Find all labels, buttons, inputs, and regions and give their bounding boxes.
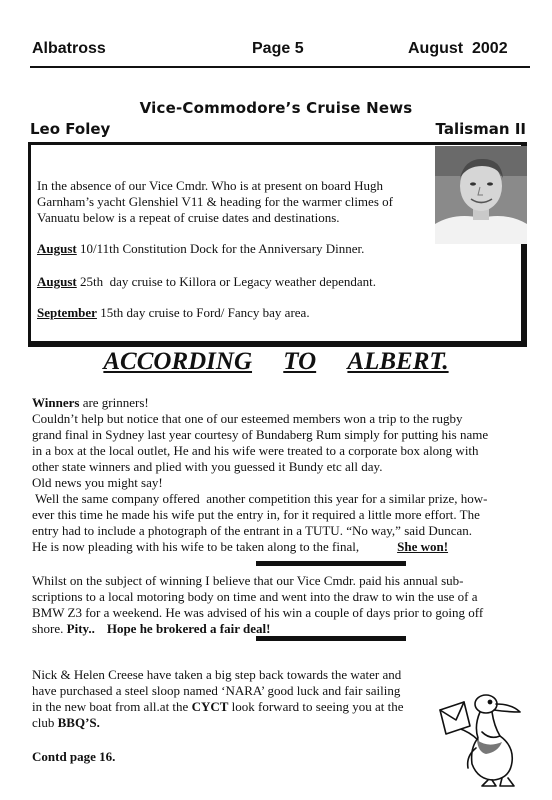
author-name: Leo Foley <box>30 120 111 138</box>
paragraph-line: Nick & Helen Creese have taken a big step back towards the water and <box>32 667 402 682</box>
bbq-text: BBQ’S. <box>57 715 100 730</box>
cruise-date-item <box>37 274 376 290</box>
article-paragraph-3 <box>32 667 432 731</box>
separator-bar <box>256 561 406 566</box>
paragraph-line: scriptions to a local motoring body on time and went into the draw to win the use of a <box>32 589 478 604</box>
paragraph-line: ever this time he made his wife put the entry in, for it required a little more effort. The <box>32 507 480 522</box>
article-title <box>0 348 552 376</box>
paragraph-line: have purchased a steel sloop named ‘NARA’ good luck and fair sailing <box>32 683 401 698</box>
cruise-date-item <box>37 241 364 257</box>
cruise-detail: 25th day cruise to Killora or Legacy weather dependant. <box>76 274 376 289</box>
cruise-month: September <box>37 305 97 320</box>
line-text: in the new boat from all.at the <box>32 699 192 714</box>
issue-date: August 2002 <box>408 40 508 57</box>
title-word: ALBERT. <box>347 348 449 375</box>
cruise-detail: 10/11th Constitution Dock for the Anniversary Dinner. <box>76 241 365 256</box>
lead-word: Winners <box>32 395 80 410</box>
paragraph-line: Old news you might say! <box>32 475 163 490</box>
article-paragraph-1 <box>32 395 532 555</box>
box-intro-line: In the absence of our Vice Cmdr. Who is at present on board Hugh <box>37 178 384 193</box>
final-line-text: He is now pleading with his wife to be taken along to the final, <box>32 539 360 554</box>
separator-bar <box>256 636 406 641</box>
header-rule <box>30 66 530 68</box>
paragraph-line: Whilst on the subject of winning I believe that our Vice Cmdr. paid his annual sub- <box>32 573 464 588</box>
section-title: Vice-Commodore’s Cruise News <box>139 99 413 117</box>
paragraph-line <box>32 539 532 555</box>
box-intro-line: Vanuatu below is a repeat of cruise dates and destinations. <box>37 210 340 225</box>
fair-deal-text: Hope he brokered a fair deal! <box>106 621 271 636</box>
paragraph-line <box>32 715 432 731</box>
paragraph-line: grand final in Sydney last year courtesy of Bundaberg Rum simply for putting his name <box>32 427 489 442</box>
paragraph-line: BMW Z3 for a weekend. He was advised of his win a couple of days prior to going off <box>32 605 484 620</box>
line-text: look forward to seeing you at the <box>228 699 404 714</box>
paragraph-line: in a box at the local outlet, He and his wife were treated to a corporate box along with <box>32 443 479 458</box>
line-text: shore. <box>32 621 67 636</box>
paragraph-line: Couldn’t help but notice that one of our esteemed members won a trip to the rugby <box>32 411 463 426</box>
she-won-text: She won! <box>397 539 449 554</box>
paragraph-line <box>32 395 532 411</box>
boat-name: Talisman II <box>435 120 526 138</box>
title-word: ACCORDING <box>103 348 253 375</box>
box-intro-line: Garnham’s yacht Glenshiel V11 & heading for the warmer climes of <box>37 194 393 209</box>
box-intro <box>37 178 432 226</box>
lead-rest: are grinners! <box>79 395 149 410</box>
cruise-month: August <box>37 241 77 256</box>
title-word: TO <box>283 348 317 375</box>
cruise-month: August <box>37 274 77 289</box>
pity-text: Pity.. <box>66 621 95 636</box>
paragraph-line <box>32 699 432 715</box>
cruise-detail: 15th day cruise to Ford/ Fancy bay area. <box>96 305 310 320</box>
continued-note: Contd page 16. <box>32 749 116 764</box>
paragraph-line <box>32 621 532 637</box>
albatross-cartoon-icon <box>430 688 532 788</box>
cruise-date-item <box>37 305 310 321</box>
publication-name: Albatross <box>32 40 106 57</box>
paragraph-line: other state winners and plied with you guessed it Bundy etc all day. <box>32 459 383 474</box>
paragraph-line: entry had to include a photograph of the entrant in a TUTU. “No way,” said Duncan. <box>32 523 473 538</box>
vice-commodore-photo <box>435 146 527 244</box>
page-number: Page 5 <box>252 40 304 57</box>
club-name: CYCT <box>191 699 229 714</box>
article-paragraph-2 <box>32 573 532 637</box>
line-text: club <box>32 715 58 730</box>
paragraph-line: Well the same company offered another competition this year for a similar prize, how- <box>32 491 488 506</box>
